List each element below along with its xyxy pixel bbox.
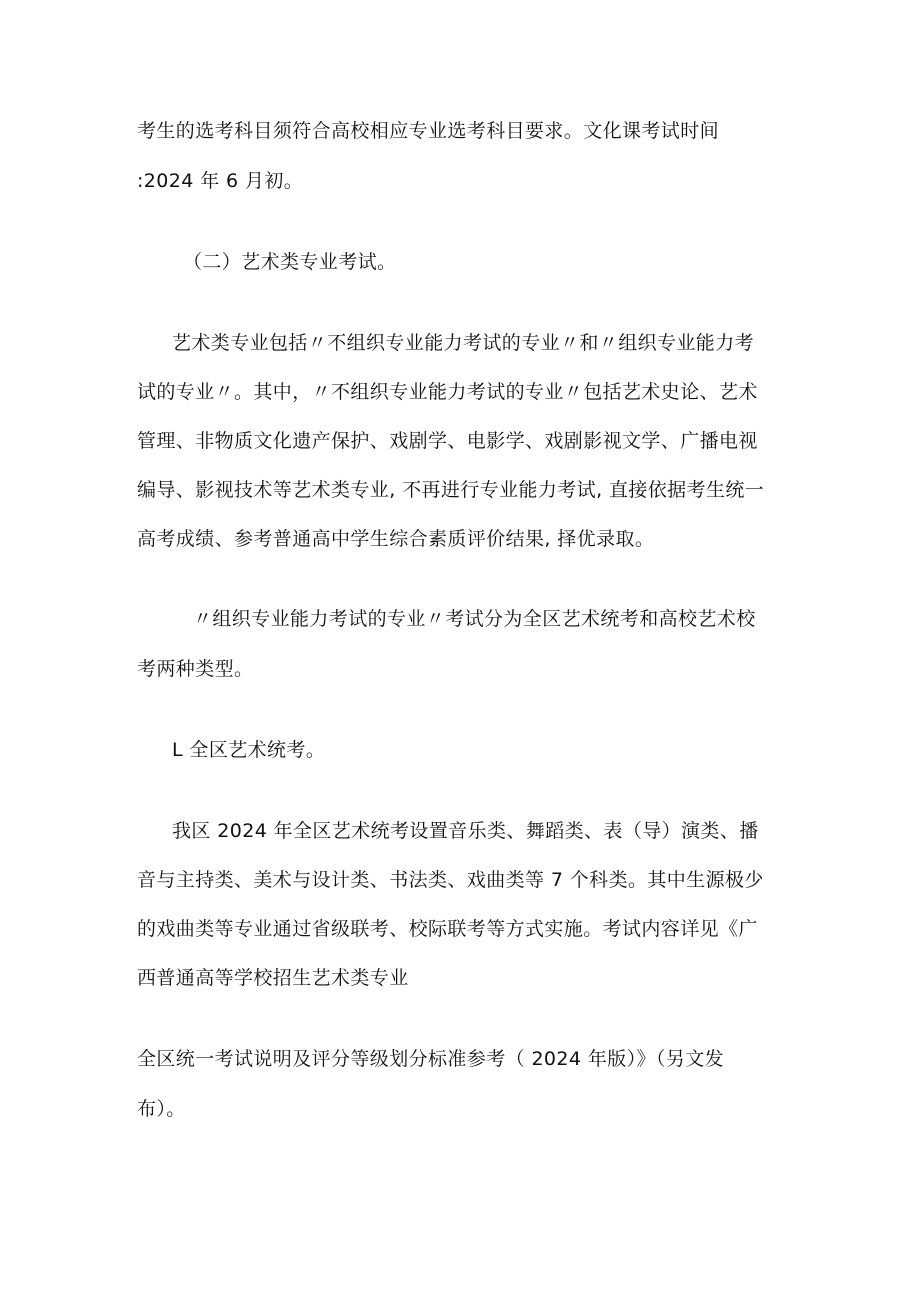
paragraph-line: 高考成绩、参考普通高中学生综合素质评价结果, 择优录取。: [137, 528, 655, 550]
paragraph-line: 全区统一考试说明及评分等级划分标准参考（ 2024 年版）》（另文发: [137, 1048, 725, 1070]
paragraph-line: 的戏曲类等专业通过省级联考、校际联考等方式实施。考试内容详见《广: [137, 918, 758, 940]
section-heading: L 全区艺术统考。: [172, 739, 326, 761]
paragraph-line: :2024 年 6 月初。: [137, 170, 304, 192]
paragraph-line: 西普通高等学校招生艺术类专业: [137, 967, 409, 989]
paragraph-line: 编导、影视技术等艺术类专业, 不再进行专业能力考试, 直接依据考生统一: [137, 479, 765, 501]
section-heading: （二）艺术类专业考试。: [183, 251, 397, 273]
paragraph-line: 〃组织专业能力考试的专业〃考试分为全区艺术统考和高校艺术校: [193, 608, 756, 630]
paragraph-line: 我区 2024 年全区艺术统考设置音乐类、舞蹈类、表（导）演类、播: [172, 820, 759, 842]
paragraph-line: 试的专业〃。其中，〃不组织专业能力考试的专业〃包括艺术史论、艺术: [137, 381, 758, 403]
paragraph-line: 管理、非物质文化遗产保护、戏剧学、电影学、戏剧影视文学、广播电视: [137, 430, 758, 452]
paragraph-line: 布）。: [137, 1098, 186, 1120]
paragraph-line: 考两种类型。: [137, 658, 254, 680]
paragraph-line: 艺术类专业包括〃不组织专业能力考试的专业〃和〃组织专业能力考: [172, 332, 755, 354]
paragraph-line: 考生的选考科目须符合高校相应专业选考科目要求。文化课考试时间: [137, 120, 720, 142]
paragraph-line: 音与主持类、美术与设计类、书法类、戏曲类等 7 个科类。其中生源极少: [137, 869, 764, 891]
